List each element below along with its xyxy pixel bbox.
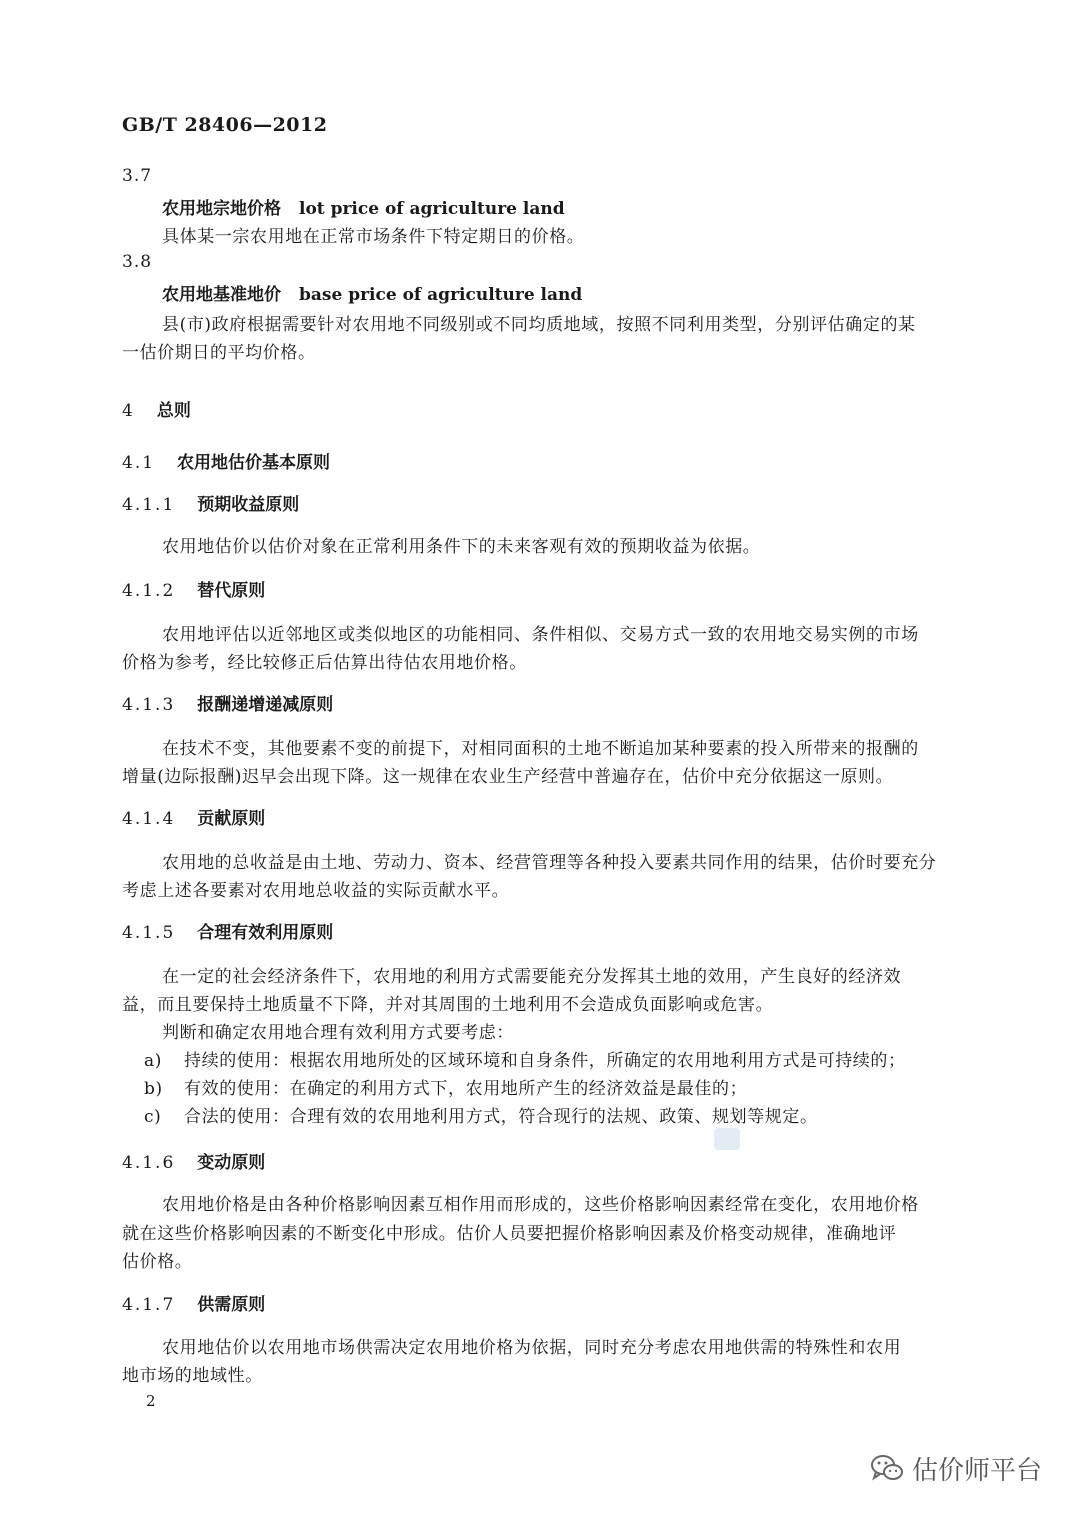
paragraph-line: 在一定的社会经济条件下，农用地的利用方式需要能充分发挥其土地的效用，产生良好的经济效 [162,967,902,987]
paragraph-line: 农用地的总收益是由土地、劳动力、资本、经营管理等各种投入要素共同作用的结果，估价时要充分 [162,853,937,873]
wechat-icon [870,1453,904,1483]
section-number: 4.1.3 [122,695,176,715]
section-heading-4-1-6 [122,1148,265,1173]
section-title: 供需原则 [197,1295,266,1315]
section-number: 4.1.6 [122,1153,176,1173]
definition-3-7: 具体某一宗农用地在正常市场条件下特定期日的价格。 [162,227,585,247]
section-title: 变动原则 [197,1153,266,1173]
paragraph-line: 估价格。 [122,1252,193,1272]
paragraph-line: 在技术不变，其他要素不变的前提下，对相同面积的土地不断追加某种要素的投入所带来的报酬的 [162,739,919,759]
section-title: 替代原则 [197,581,266,601]
paragraph-line: 价格为参考，经比较修正后估算出待估农用地价格。 [122,653,527,673]
section-number: 4.1.1 [122,495,176,515]
section-heading-4-1-4 [122,804,265,829]
term-cn: 农用地基准地价 [162,285,281,305]
section-heading-4-1-2 [122,576,265,601]
list-item-c [122,1102,818,1127]
section-number: 4.1.2 [122,581,176,601]
section-number: 4.1 [122,453,156,473]
paragraph-line: 农用地估价以估价对象在正常利用条件下的未来客观有效的预期收益为依据。 [162,537,761,557]
term-en: base price of agriculture land [299,285,583,305]
paragraph-line: 农用地评估以近邻地区或类似地区的功能相同、条件相似、交易方式一致的农用地交易实例的市场 [162,625,919,645]
list-text: 有效的使用：在确定的利用方式下，农用地所产生的经济效益是最佳的； [184,1079,748,1099]
list-text: 合法的使用：合理有效的农用地利用方式，符合现行的法规、政策、规划等规定。 [184,1107,818,1127]
term-cn: 农用地宗地价格 [162,199,281,219]
term-3-7 [162,194,565,219]
section-number: 4.1.5 [122,923,176,943]
paragraph-line: 益，而且要保持土地质量不下降，并对其周围的土地利用不会造成负面影响或危害。 [122,995,774,1015]
term-en: lot price of agriculture land [299,199,565,219]
section-number: 4 [122,401,135,421]
list-text: 持续的使用：根据农用地所处的区域环境和自身条件，所确定的农用地利用方式是可持续的； [184,1051,906,1071]
section-title: 预期收益原则 [197,495,300,515]
section-number: 4.1.4 [122,809,176,829]
section-heading-4-1 [122,448,330,473]
faint-stamp [714,1128,740,1150]
watermark-text: 估价师平台 [911,1455,1042,1486]
clause-number-3-8: 3.8 [122,252,153,272]
list-item-b [122,1074,747,1099]
standard-code: GB/T 28406—2012 [122,114,328,136]
term-3-8 [162,280,582,305]
list-marker: b) [144,1079,163,1099]
section-title: 贡献原则 [197,809,266,829]
clause-number-3-7: 3.7 [122,166,153,186]
section-heading-4-1-7 [122,1290,265,1315]
paragraph-line: 地市场的地域性。 [122,1366,263,1386]
list-marker: a) [144,1051,162,1071]
paragraph-line: 就在这些价格影响因素的不断变化中形成。估价人员要把握价格影响因素及价格变动规律，准确地评 [122,1224,897,1244]
watermark [870,1446,1042,1490]
section-heading-4-1-3 [122,690,333,715]
section-heading-4-1-5 [122,918,333,943]
section-heading-4-1-1 [122,490,299,515]
paragraph-line: 农用地价格是由各种价格影响因素互相作用而形成的，这些价格影响因素经常在变化，农用地价格 [162,1195,919,1215]
list-item-a [122,1046,906,1071]
page-number: 2 [146,1392,156,1410]
paragraph-line: 农用地估价以农用地市场供需决定农用地价格为依据，同时充分考虑农用地供需的特殊性和农用 [162,1338,902,1358]
section-heading-4 [122,396,191,421]
paragraph-line: 增量(边际报酬)迟早会出现下降。这一规律在农业生产经营中普遍存在，估价中充分依据这一原则。 [122,767,894,787]
section-title: 合理有效利用原则 [197,923,334,943]
definition-3-8-line-1: 县(市)政府根据需要针对农用地不同级别或不同均质地域，按照不同利用类型，分别评估确定的某 [162,315,916,335]
section-title: 报酬递增递减原则 [197,695,334,715]
section-number: 4.1.7 [122,1295,176,1315]
list-marker: c) [144,1107,162,1127]
paragraph-intro: 判断和确定农用地合理有效利用方式要考虑： [162,1023,514,1043]
definition-3-8-line-2: 一估价期日的平均价格。 [122,343,316,363]
section-title: 农用地估价基本原则 [177,453,331,473]
section-title: 总则 [156,401,191,421]
paragraph-line: 考虑上述各要素对农用地总收益的实际贡献水平。 [122,881,510,901]
